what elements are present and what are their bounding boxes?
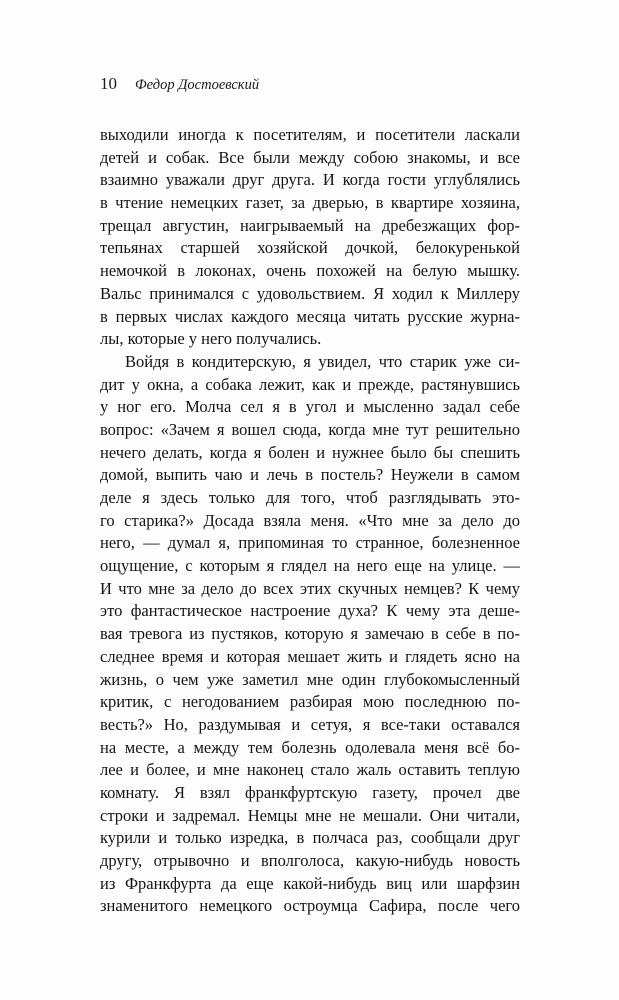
- paragraph: [100, 351, 520, 918]
- text-line: это фантастическое настроение духа? К чему эта деше-: [100, 601, 520, 621]
- text-line: из Франкфурта да еще какой-нибудь виц или шарфзин: [100, 873, 520, 893]
- text-line: в чтение немецких газет, за дверью, в квартире хозяина,: [100, 193, 520, 213]
- text-line: И что мне за дело до всех этих скучных немцев? К чему: [100, 578, 520, 598]
- text-line: Войдя в кондитерскую, я увидел, что старик уже си-: [125, 351, 520, 371]
- author-name: Федор Достоевский: [135, 77, 260, 93]
- text-line: жизнь, о чем уже заметил мне один глубокомысленный: [100, 669, 520, 689]
- text-line: курили и только изредка, в полчаса раз, сообщали друг: [100, 828, 520, 848]
- text-line: следнее время и которая мешает жить и глядеть ясно на: [100, 646, 520, 666]
- text-line: деле я здесь только для того, чтоб разглядывать это-: [100, 488, 520, 507]
- text-line: комнату. Я взял франкфуртскую газету, прочел две: [100, 782, 520, 802]
- text-line: критик, с негодованием разбирая мою последнюю по-: [100, 692, 520, 712]
- text-line: домой, выпить чаю и лечь в постель? Неужели в самом: [100, 465, 520, 485]
- text-line: трещал августин, наигрываемый на дребезжащих фор-: [100, 215, 520, 235]
- text-line: другу, отрывочно и вполголоса, какую-нибудь новость: [100, 851, 520, 870]
- page-number: 10: [100, 74, 117, 93]
- text-line: немочкой в локонах, очень похожей на белую мышку.: [100, 261, 520, 281]
- text-line: в первых числах каждого месяца читать русские журна-: [100, 306, 520, 326]
- text-line: вая тревога из пустяков, которую я замечаю в себе в по-: [100, 624, 520, 644]
- text-line: лее и более, и мне наконец стало жаль оставить теплую: [100, 760, 520, 780]
- text-line: дит у окна, а собака лежит, как и прежде, растянувшись: [100, 374, 520, 394]
- text-line: на месте, а между тем болезнь одолевала меня всё бо-: [100, 737, 520, 757]
- body-text: [100, 124, 520, 918]
- text-line: детей и собак. Все были между собою знакомы, и все: [100, 147, 520, 167]
- text-line: строки и задремал. Немцы мне не мешали. Они читали,: [100, 805, 520, 825]
- paragraph: [100, 124, 520, 351]
- text-line: взаимно уважали друг друга. И когда гости углублялись: [100, 170, 520, 190]
- text-line: знаменитого немецкого остроумца Сафира, после чего: [100, 896, 520, 916]
- text-line: ощущение, с которым я глядел на него еще на улице. —: [100, 556, 520, 576]
- text-line: весть?» Но, раздумывая и сетуя, я все-таки оставался: [100, 714, 520, 734]
- text-line: него, — думал я, припоминая то странное, болезненное: [100, 533, 520, 553]
- text-line: лы, которые у него получались.: [100, 329, 322, 349]
- text-line: го старика?» Досада взяла меня. «Что мне за дело до: [100, 510, 520, 530]
- page-header: [100, 74, 520, 94]
- text-line: Вальс принимался с удовольствием. Я ходил к Миллеру: [100, 283, 520, 303]
- text-line: нечего делать, когда я болен и нужнее было бы спешить: [100, 442, 520, 462]
- text-line: выходили иногда к посетителям, и посетители ласкали: [100, 125, 520, 144]
- text-line: тепьянах старшей хозяйской дочкой, белокуренькой: [100, 238, 520, 258]
- text-line: вопрос: «Зачем я вошел сюда, когда мне тут решительно: [100, 419, 520, 439]
- text-line: у ног его. Молча сел я в угол и мысленно задал себе: [100, 397, 520, 417]
